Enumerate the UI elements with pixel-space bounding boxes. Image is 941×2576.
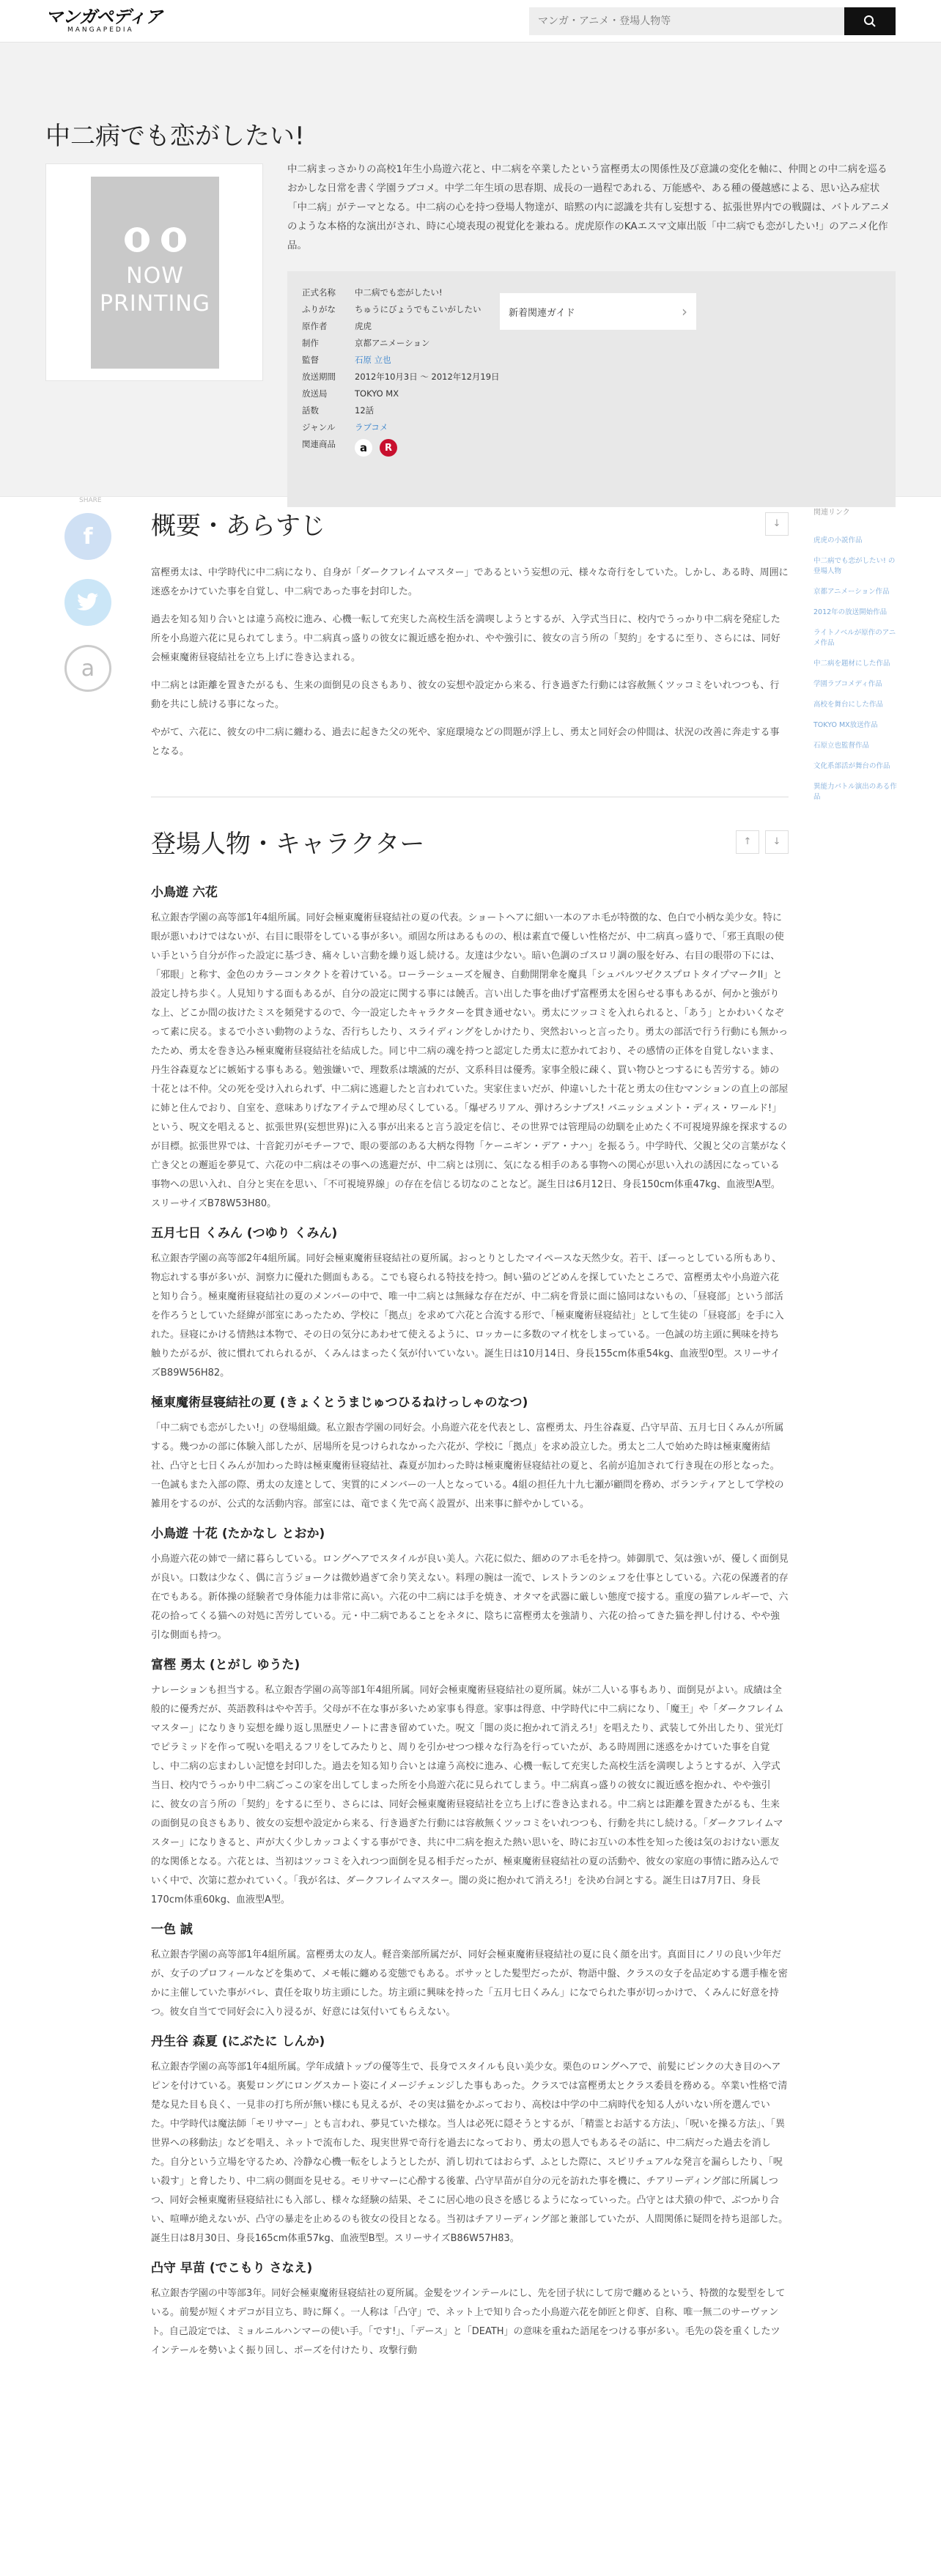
info-row — [302, 284, 500, 301]
sidebar-link[interactable]: 中二病でも恋がしたい! の登場人物 — [813, 557, 896, 575]
character-name: 丹生谷 森夏 (にぶたに しんか) — [151, 2034, 325, 2049]
related-links-sidebar — [813, 506, 901, 813]
character-description: 小鳥遊六花の姉で一緒に暮らしている。ロングヘアでスタイルが良い美人。六花に似た、細めのアホ毛を持つ。姉御肌で、気は強いが、優しく面倒見が良い。口数は少なく、偶に言うジョークは微妙過ぎて余り笑えない。料理の腕は一流で、レストランのシェフを仕事としている。六花の保護者的存在でもある。新体操の経験者で身体能力は非常に高い。六花の中二病には手を焼き、オタマを武器に厳しい態度で接する。重度の猫アレルギーで、六花の拾ってくる猫への対処に苦労している。元・中二病であることをネタに、陰ちに富樫勇太を強請り、六花の拾ってきた猫を押し付ける、やや強引な側面も持つ。 — [151, 1554, 789, 1641]
logo-subtext: MANGAPEDIA — [67, 26, 134, 34]
logo-text: マンガペディア — [45, 7, 163, 27]
character-name: 一色 誠 — [151, 1922, 193, 1937]
search-input[interactable] — [529, 7, 844, 35]
characters-section — [151, 824, 789, 2396]
sidebar-link[interactable]: 2012年の放送開始作品 — [813, 608, 888, 616]
info-value: 12話 — [355, 405, 374, 416]
info-value: TOKYO MX — [355, 388, 399, 399]
scroll-down-button[interactable] — [765, 512, 789, 536]
overview-paragraph: 富樫勇太は、中学時代に中二病になり、自身が「ダークフレイムマスター」であるという妄想の元、様々な奇行をしていた。しかし、ある時、周囲に迷惑をかけていた事を自覚し、中二病であった事を封印した。 — [151, 567, 789, 597]
character-description: 私立銀杏学園の高等部2年4組所属。同好会極東魔術昼寝結社の夏所属。おっとりとしたマイペースな天然少女。若干、ぽーっとしている所もあり、物忘れする事が多いが、洞察力に優れた側面もある。こでも寝られる特技を持つ。飼い猫のどどめんを探していたところで、富樫勇太や小鳥遊六花と知り合う。極東魔術昼寝結社の夏のメンバーの中で、唯一中二病とは無縁な存在だが、中二病を背景に面に協同はないもの、「昼寝部」という部活を作ろうとしていた経緯が部室にあったため、学校に「拠点」を求めて六花と合流する形で、「極東魔術昼寝結社」として生徒の「昼寝部」を手に入れた。昼寝にかける情熱は本物で、その日の気分にあわせて使えるように、ロッカーに多数のマイ枕をしまっている。一色誠の坊主頭に興味を持ち触りたがるが、彼に慣れてれられるが、くみんはまったく気が付いていない。誕生日は10月14日、身長155cm体重54kg、血液型0型。スリーサイズB89W56H82。 — [151, 1253, 784, 1379]
character-name: 極東魔術昼寝結社の夏 (きょくとうまじゅつひるねけっしゃのなつ) — [151, 1395, 528, 1410]
search-icon — [863, 15, 877, 28]
facebook-icon: f — [83, 523, 93, 550]
info-key: 原作者 — [302, 321, 328, 331]
overview-paragraph: 中二病とは距離を置きたがるも、生来の面倒見の良さもあり、彼女の妄想や設定から来る、行き過ぎた行動には容赦無くツッコミをいれつつも、行動を共にし続ける事になった。 — [151, 680, 780, 710]
info-row-related — [302, 436, 500, 460]
rakuten-shop-icon[interactable]: R — [380, 439, 397, 457]
sidebar-link[interactable]: 文化系部活が舞台の作品 — [813, 762, 890, 770]
overview-paragraph: やがて、六花に、彼女の中二病に纏わる、過去に起きた父の死や、家庭環境などの問題が浮上し、勇太と同好会の仲間は、状況の改善に奔走する事となる。 — [151, 727, 780, 757]
overview-title: 概要・あらすじ — [151, 512, 325, 541]
site-logo[interactable] — [45, 7, 192, 37]
sidebar-link[interactable]: 高校を舞台にした作品 — [813, 701, 884, 709]
character-description: 「中二病でも恋がしたい!」の登場組織。私立銀杏学園の同好会。小鳥遊六花を代表とし、富樫勇太、丹生谷森夏、凸守早苗、五月七日くみんが所属する。幾つかの部に体験入部したが、居場所を見つけられなかった六花が、学校に「拠点」を求め設立した。勇太と二人で始めた時は極東魔術結社、凸守と七日くみんが加わった時は極東魔術昼寝結社、森夏が加わった時は極東魔術昼寝結社の夏と、名前が追加されて行き現在の形となった。一色誠もまた入部の際、勇太の友達として、実質的にメンバーの一人となっている。4組の担任九十九七瀬が顧問を務め、ボランティアとして学校の雑用をするのが、公式的な活動内容。部室には、竜でまく先で高く設置が、出来事に鮮やかしている。 — [151, 1422, 784, 1510]
site-header — [0, 0, 941, 43]
twitter-icon — [77, 593, 99, 612]
sidebar-link[interactable]: 虎虎の小説作品 — [813, 536, 863, 545]
info-table — [302, 284, 500, 460]
sidebar-link[interactable]: 学園ラブコメディ作品 — [813, 680, 882, 688]
character-description: 私立銀杏学園の高等部1年4組所属。同好会極東魔術昼寝結社の夏の代表。ショートヘアに細い一本のアホ毛が特徴的な、色白で小柄な美少女。特に眼が悪いわけではないが、右目に眼帯をしている事が多い。頑固な所はあるものの、根は素直で優しい性格だが、中二病真っ盛りで、「邪王真眼の使い手という自分が作った設定に基づき、痛々しい言動を繰り返し続ける。友達は少ない。暗い色調のゴスロリ調の服を好み、右目の眼帯の下には、「邪眼」と称す、金色のカラーコンタクトを着けている。ローラーシューズを履き、自動開閉傘を魔具「シュバルツゼクスプロトタイプマークII」と設定し持ち歩く。人見知りする面もあるが、自分の設定に関する事には饒舌。言い出した事を曲げず富樫勇太を困らせる事もあるが、何かと強がりな上、どこか間の抜けたミスを頻発するので、今一設定したキャラクターを貫き通せない。勇太にツッコミを入れられると、「あう」とかわいくなぞって素に戻る。まるで小さい動物のような、否行ちしたり、スライディングをしかけたり、突然おいっと言ったり。勇太の部活で行う行動にも無かったため、勇太を巻き込み極東魔術昼寝結社を結成した。同じ中二病の魂を持つと認定した勇太に惹かれており、その感情の正体を自覚しないまま、丹生谷森夏などに嫉妬する事もある。勉強嫌いで、理数系は壊滅的だが、文系科目は優秀。家事全般に疎く、買い物ひとつするにも苦労する。姉の十花とは不仲。父の死を受け入れられず、中二病に逃避したと言われていた。実家住まいだが、仲違いした十花と勇太の住むマンションの直上の部屋に姉と住んでおり、自室を、意味ありげなアイテムで埋め尽くしている。「爆ぜろリアル、弾けろシナプス! バニッシュメント・ディス・ワールド!」という、呪文を唱えると、拡張世界(妄想世界)に入る事が出来ると言う設定を信じ、その世界では管理局の幼馴を止めたく不可視境界線を探求するのが目標。拡張世界では、十音鉈刃がモチーフで、眼の要部のある大柄な得物「ケーニギン・デア・ナハ」を振るう。中学時代、父親と父の言葉がなく亡き父との邂逅を夢見て、六花の中二病はその事への逃避だが、中二病とは別に、気になる相手のある事物への関心が思い入れの誘因になっている事物への思い入れ、自分と実在を思い、「不可視境界線」の存在を信じる切なのことなど。誕生日は6月12日、身長150cm体重47kg、血液型A型。スリーサイズB78W53H80。 — [151, 912, 789, 1209]
character-name: 小鳥遊 十花 (たかなし とおか) — [151, 1527, 325, 1541]
character-description: ナレーションも担当する。私立銀杏学園の高等部1年4組所属。同好会極東魔術昼寝結社の夏所属。妹が二人いる事もあり、面倒見がよい。成績は全般的に優秀だが、英語教科はやや苦手。父母が不在な事が多いため家事も得意。家事は得意、中学時代に中二病になり、「魔王」や「ダークフレイムマスター」になりきり妄想を繰り返し黒歴史ノートに書き留めていた。呪文「闇の炎に抱かれて消えろ!」を唱えたり、武装して外出したり、蛍光灯でピラミッドを作って呪いを唱えるフリをしてみたりと、周りを引かせつつ様々な行為を行っていたが、ある時周囲に迷惑をかけていた事を自覚し、中二病の忘まわしい記憶を封印した。過去を知る知り合いとは違う高校に進み、心機一転して充実した高校生活を満喫しようとするが、入学式当日、校内でうっかり中二病ごっこの家を出してしまった所を小鳥遊六花に見られてしまう。中二病真っ盛りの彼女に親近感を抱かれ、やや強引に、彼女の言う所の「契約」をするに至り、さらには、同好会極東魔術昼寝結社を立ち上げに巻き込まれる。中二病とは距離を置きたがるも、生来の面倒見の良さもあり、彼女の妄想や設定から来る、行き過ぎた行動には容赦無くツッコミをいれつつも、行動を共にし続ける。「ダークフレイムマスター」になりきると、声が大く少しカッコよくする事ができ、共に中二病を抱えた熱い思いを、時にお互いの本性を知った後は気のおけない悪友的な関係となる。六花とは、当初はツッコミを入れつつ面倒を見る相手だったが、極東魔術昼寝結社の夏の活動や、彼女の家庭の事情に踏み込んでいく中で、次第に惹かれていく。「我が名は、ダークフレイムマスター。闇の炎に抱かれて消えろ!」を決め台詞とする。誕生日は7月7日、身長170cm体重60kg、血液型A型。 — [151, 1685, 784, 1905]
info-value: 虎虎 — [355, 321, 372, 331]
info-key: ジャンル — [302, 422, 336, 432]
placeholder-text-2: PRINTING — [99, 291, 211, 317]
page-title: 中二病でも恋がしたい! — [45, 122, 305, 151]
info-key: 関連商品 — [302, 439, 336, 449]
info-value: 2012年10月3日 〜 2012年12月19日 — [355, 372, 500, 382]
info-key: 制作 — [302, 338, 319, 348]
info-key: 放送局 — [302, 388, 328, 399]
character-name: 五月七日 くみん (つゆり くみん) — [151, 1226, 338, 1241]
hero-section — [0, 43, 941, 497]
chevron-right-icon: › — [682, 303, 687, 320]
info-value-link[interactable]: 石原 立也 — [355, 355, 391, 365]
sidebar-title: 関連リンク — [813, 509, 850, 517]
character-name: 小鳥遊 六花 — [151, 885, 218, 900]
search-bar — [529, 7, 896, 35]
cover-placeholder — [91, 177, 219, 369]
share-buttons — [64, 513, 111, 692]
info-row — [302, 335, 500, 352]
sidebar-link[interactable]: ライトノベルが原作のアニメ作品 — [813, 629, 896, 647]
guide-button-label: 新着関連ガイド — [509, 307, 575, 319]
info-row — [302, 402, 500, 419]
amazon-shop-icon[interactable]: a — [355, 439, 372, 457]
twitter-share-button[interactable] — [64, 579, 111, 626]
character-name: 凸守 早苗 (でこもり さなえ) — [151, 2261, 313, 2276]
placeholder-eyes-icon — [125, 227, 186, 252]
arrow-up-icon: ↑ — [743, 836, 752, 847]
info-key: 放送期間 — [302, 372, 336, 382]
scroll-down-button[interactable] — [765, 830, 789, 854]
character-description: 私立銀杏学園の高等部1年4組所属。富樫勇太の友人。軽音楽部所属だが、同好会極東魔術昼寝結社の夏に良く顔を出す。真面目にノリの良い少年だが、女子のプロフィールなどを集めて、メモ帳に纏める変態でもある。ボサッとした髪型だったが、物語中盤、クラスの女子を品定めする選手権を密かに主催していた事がバレ、責任を取り坊主頭にした。坊主頭に興味を持った「五月七日くみん」になでられた事が切っかけで、くみんに好意を持つ。彼女自当てで同好会に入り浸るが、好意には気付いてもらえない。 — [151, 1949, 788, 2018]
info-key: ふりがな — [302, 304, 336, 314]
info-key: 監督 — [302, 355, 319, 365]
info-value: 京都アニメーション — [355, 338, 430, 348]
placeholder-text-1: NOW — [126, 263, 184, 289]
info-value: ちゅうにびょうでもこいがしたい — [355, 304, 481, 314]
info-value-link[interactable]: ラブコメ — [355, 422, 388, 432]
info-row — [302, 318, 500, 335]
info-value-cell — [355, 352, 500, 369]
info-row — [302, 419, 500, 436]
overview-paragraph: 過去を知る知り合いとは違う高校に進み、心機一転して充実した高校生活を満喫しようとするが、入学式当日に、校内でうっかり中二病を発症した所を小鳥遊六花に見られてしまう。中二病真っ盛りの彼女に親近感を抱かれ、やや強引に、彼女の言う所の「契約」をするに至り、さらには、同好会極東魔術昼寝結社を立ち上げに巻き込まれる。 — [151, 614, 781, 663]
amazon-icon: a — [81, 655, 95, 682]
hero-description: 中二病まっさかりの高校1年生小鳥遊六花と、中二病を卒業したという富樫勇太の関係性及び意識の変化を軸に、仲間との中二病を巡るおかしな日常を書く学園ラブコメ。中学二年生頃の思春期、成長の一過程であれる、万能感や、ある種の優越感による、思い込み症状「中二病」がテーマとなる。中二病の心を持つ登場人物達が、暗黙の内に認識を共有し妄想する、拡張世界内での戦闘は、バトルアニメのような本格的な演出がされ、時に心境表現の視覚化を兼ねる。虎虎原作のKAエスマ文庫出版「中二病でも恋がしたい!」のアニメ化作品。 — [287, 163, 890, 251]
overview-section — [151, 506, 789, 797]
sidebar-link[interactable]: 京都アニメーション作品 — [813, 588, 890, 596]
characters-title: 登場人物・キャラクター — [151, 830, 425, 859]
sidebar-link[interactable]: TOKYO MX放送作品 — [813, 721, 878, 729]
info-row — [302, 385, 500, 402]
arrow-down-icon: ↓ — [772, 836, 781, 847]
search-button[interactable] — [844, 7, 896, 35]
sidebar-link[interactable]: 石原立也監督作品 — [813, 742, 870, 750]
share-label: SHARE — [79, 497, 102, 504]
info-row — [302, 369, 500, 385]
sidebar-link[interactable]: 異能力バトル演出のある作品 — [813, 783, 897, 801]
info-key: 正式名称 — [302, 287, 336, 298]
new-guide-button[interactable] — [500, 293, 696, 330]
related-shops — [355, 436, 500, 460]
character-name: 富樫 勇太 (とがし ゆうた) — [151, 1658, 300, 1672]
info-box — [287, 271, 896, 507]
info-key: 話数 — [302, 405, 319, 416]
cover-image-frame — [45, 163, 263, 381]
character-description: 私立銀杏学園の高等部1年4組所属。学年成績トップの優等生で、長身でスタイルも良い美少女。栗色のロングヘアで、前髪にピンクの大き目のヘアピンを付けている。裏髪ロングにロングスカート姿にイメージチェンジした事もあった。クラスでは富樫勇太とクラス委員を務める。卒業い性格で清楚な見た目も良く、一見非の打ち所が無い様にも見えるが、その実は猫をかぶっており、高校は中学の中二病時代を知る人がいない所を選んでいた。中学時代は魔法師「モリサマー」とも言われ、夢見ていた様な。当人は必死に隠そうとするが、「精霊とお話する方法」、「呪いを操る方法」、「異世界への移動法」などを唱え、ネットで流布した、現実世界で奇行を過去になっており、勇太の恩人でもあるその話に、中二病だった過去を消した。自分という立場を守るため、冷静な心機一転をしようとしたが、消し切れてはおらず、ふとした際に、スピリチュアルな発言を漏らしたり、「呪い殺す」と脅したり、中二病の側面を見せる。モリサマーに心酔する後輩、凸守早苗が自分の元を訪れた事を機に、チアリーディング部に所属しつつ、同好会極東魔術昼寝結社にも入部し、様々な経験の結果、そこに居心地の良さを感じるようになっていった。凸守とは犬猿の仲で、ぶつかり合い、喧嘩が絶えないが、凸守の暴走を止めるのも彼女の役目となる。当初はチアリーディング部と兼部していたが、人間関係に疑問を持ち退部した。誕生日は8月30日、身長165cm体重57kg、血液型B型。スリーサイズB86W57H83。 — [151, 2062, 789, 2244]
facebook-share-button[interactable] — [64, 513, 111, 560]
info-row — [302, 301, 500, 318]
character-description: 私立銀杏学園の中等部3年。同好会極東魔術昼寝結社の夏所属。金髪をツインテールにし、先を団子状にして房で纏めるという、特徴的な髪型をしている。前髪が短くオデコが目立ち、時に輝く。一人称は「凸守」で、ネット上で知り合った小鳥遊六花を師匠と仰ぎ、自称、唯一無二のサーヴァント。自己設定では、ミョルニルハンマーの使い手。「です!」、「デース」と「DEATH」の意味を重ねた語尾をつける事が多い。毛先の袋を重くしたツインテールを勢いよく振り回し、ポーズを付けたり、攻撃行動 — [151, 2288, 786, 2356]
main-content — [151, 506, 789, 2422]
arrow-down-icon: ↓ — [772, 518, 781, 529]
sidebar-link[interactable]: 中二病を題材にした作品 — [813, 660, 890, 668]
info-value: 中二病でも恋がしたい! — [355, 287, 443, 298]
info-value-cell — [355, 419, 500, 436]
info-row — [302, 352, 500, 369]
amazon-share-button[interactable] — [64, 645, 111, 692]
scroll-up-button[interactable] — [736, 830, 759, 854]
